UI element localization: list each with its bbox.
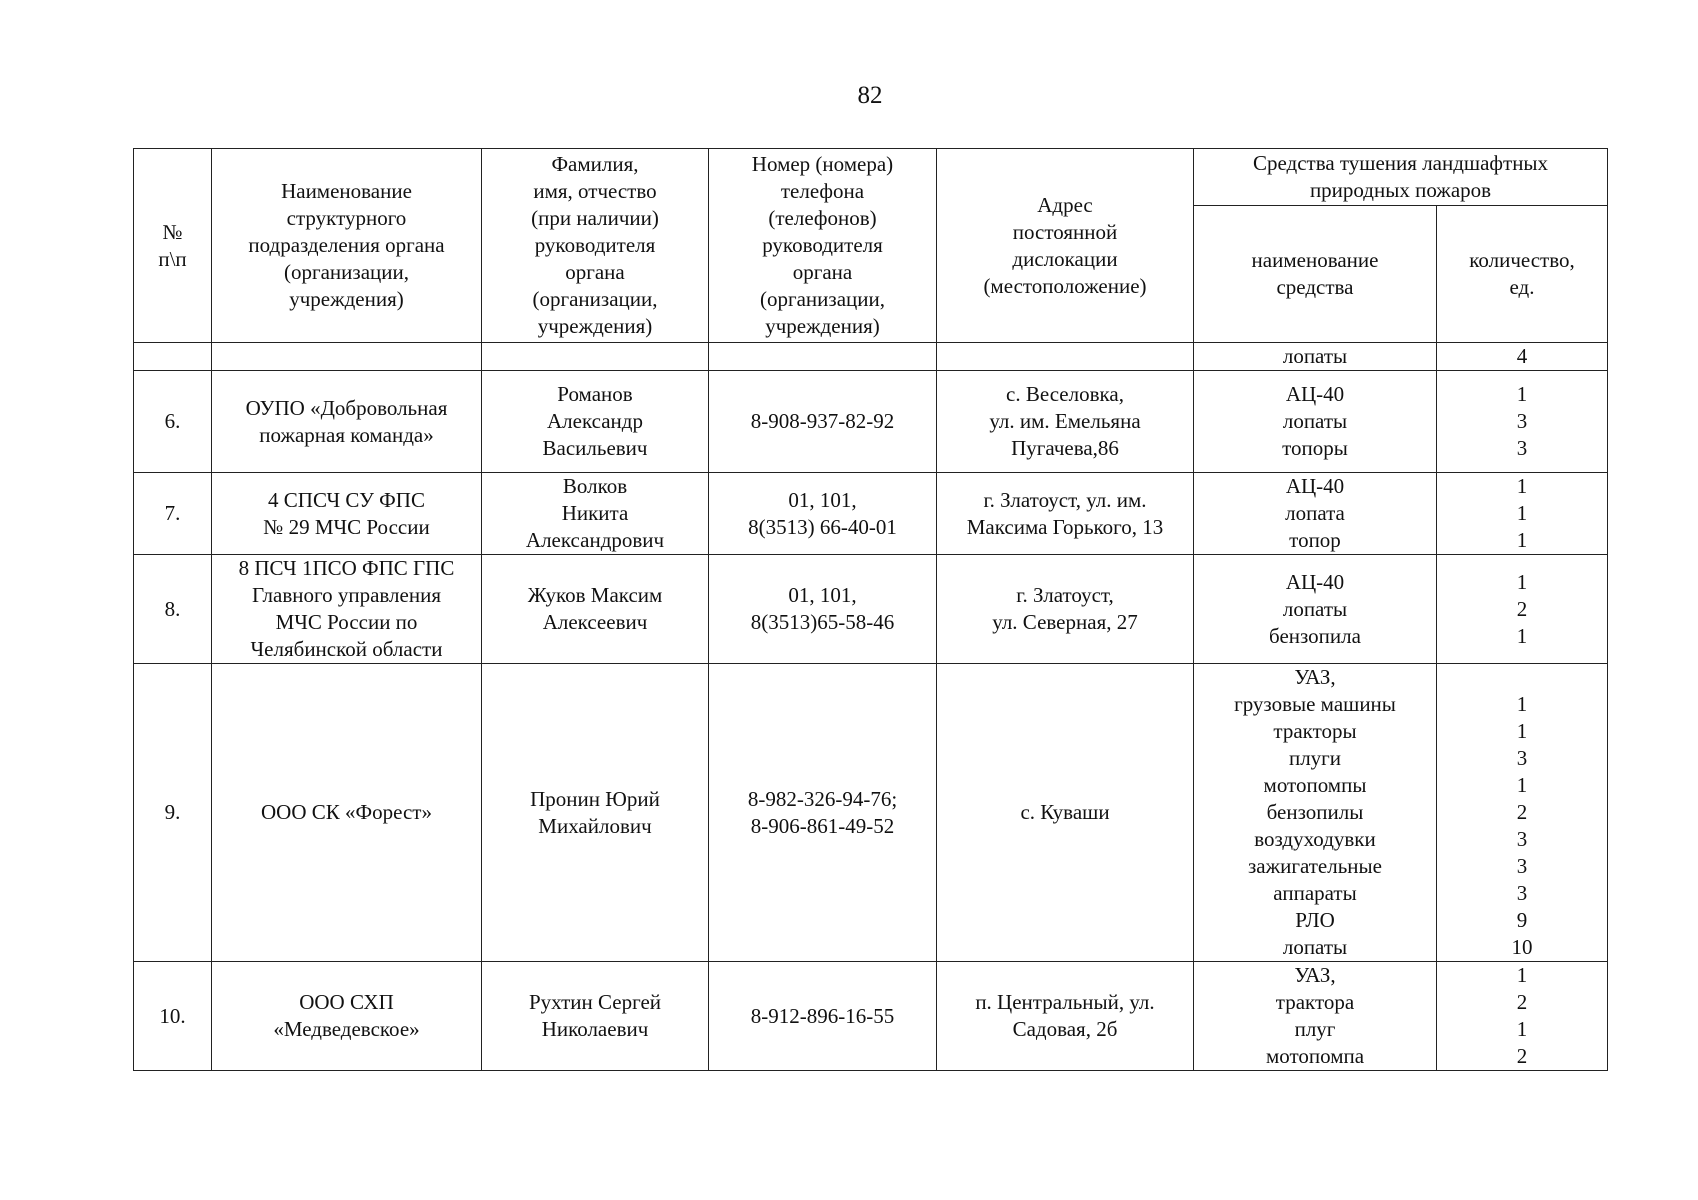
head-name-cell-line: Николаевич bbox=[541, 1017, 649, 1041]
unit-name-cell-line: 4 СПСЧ СУ ФПС bbox=[268, 487, 425, 512]
header-equipment-group bbox=[1194, 149, 1608, 206]
equipment-name-cell-line: топор bbox=[1289, 528, 1341, 552]
header-num bbox=[134, 149, 212, 343]
equipment-name-cell bbox=[1194, 371, 1437, 473]
head-name-cell bbox=[482, 371, 709, 473]
equipment-qty-cell-line: 3 bbox=[1516, 436, 1528, 460]
equipment-name-cell bbox=[1194, 473, 1437, 555]
phone-cell bbox=[709, 343, 937, 371]
unit-name-cell-line: ООО СК «Форест» bbox=[261, 800, 432, 824]
header-line: органа bbox=[792, 260, 853, 284]
equipment-name-cell bbox=[1194, 555, 1437, 664]
equipment-name-cell-line: плуг bbox=[1294, 1017, 1336, 1041]
head-name-cell-line: Рухтин Сергей bbox=[528, 990, 662, 1014]
unit-name-cell-line: Главного управления bbox=[252, 583, 441, 607]
equipment-name-cell-line: УАЗ, bbox=[1294, 963, 1336, 987]
equipment-qty-cell bbox=[1437, 473, 1608, 555]
equipment-qty-cell-line: 3 bbox=[1516, 746, 1528, 770]
table-body bbox=[134, 343, 1608, 1071]
equipment-qty-cell-line: 1 bbox=[1516, 1017, 1528, 1041]
table-row bbox=[134, 555, 1608, 664]
address-cell bbox=[937, 664, 1194, 962]
header-line: (при наличии) bbox=[531, 206, 659, 230]
header-equipment-qty bbox=[1437, 206, 1608, 343]
address-cell-line: п. Центральный, ул. bbox=[975, 990, 1155, 1014]
address-cell-line: г. Златоуст, bbox=[1016, 583, 1114, 607]
head-name-cell-line: Михайлович bbox=[538, 813, 652, 838]
address-cell-line: с. Куваши bbox=[1020, 800, 1110, 824]
equipment-name-cell-line: АЦ-40 bbox=[1285, 382, 1345, 406]
row-number: 10. bbox=[134, 962, 212, 1071]
equipment-name-cell-line: лопаты bbox=[1282, 409, 1348, 433]
unit-name-cell bbox=[212, 371, 482, 473]
unit-name-cell-line: Челябинской области bbox=[250, 637, 443, 661]
equipment-name-cell-line: мотопомпы bbox=[1263, 773, 1367, 797]
header-line: (организации, bbox=[760, 287, 885, 311]
unit-name-cell bbox=[212, 473, 482, 555]
unit-name-cell bbox=[212, 664, 482, 962]
equipment-name-cell-line: топоры bbox=[1282, 436, 1348, 460]
head-name-cell-line: Пронин Юрий bbox=[530, 786, 660, 811]
equipment-qty-cell-line: 3 bbox=[1516, 827, 1528, 851]
header-address bbox=[937, 149, 1194, 343]
header-line: Фамилия, bbox=[551, 152, 639, 176]
address-cell bbox=[937, 473, 1194, 555]
unit-name-cell bbox=[212, 343, 482, 371]
unit-name-cell bbox=[212, 962, 482, 1071]
phone-cell-line: 01, 101, bbox=[788, 487, 857, 512]
equipment-qty-cell-line bbox=[1441, 664, 1603, 691]
equipment-name-cell-line: бензопилы bbox=[1266, 800, 1364, 824]
header-line: постоянной bbox=[1012, 219, 1118, 244]
head-name-cell-line: Александрович bbox=[525, 528, 665, 552]
header-line: Адрес bbox=[1037, 192, 1093, 217]
head-name-cell-line: Александр bbox=[547, 409, 643, 433]
head-name-cell bbox=[482, 962, 709, 1071]
unit-name-cell-line: пожарная команда» bbox=[259, 422, 434, 447]
header-line: руководителя bbox=[534, 233, 656, 257]
header-line: учреждения) bbox=[765, 314, 880, 338]
phone-cell-line: 01, 101, bbox=[788, 583, 857, 607]
header-line: телефона bbox=[780, 179, 865, 203]
phone-cell bbox=[709, 555, 937, 664]
equipment-qty-cell-line: 2 bbox=[1516, 800, 1528, 824]
header-line: наименование bbox=[1251, 248, 1379, 272]
address-cell-line: Пугачева,86 bbox=[1011, 436, 1119, 460]
equipment-qty-cell-line: 3 bbox=[1516, 854, 1528, 878]
table-row bbox=[134, 371, 1608, 473]
unit-name-cell-line: «Медведевское» bbox=[273, 1017, 420, 1041]
head-name-cell-line: Жуков Максим bbox=[527, 583, 663, 607]
row-number: 7. bbox=[134, 473, 212, 555]
equipment-name-cell-line: АЦ-40 bbox=[1285, 474, 1345, 498]
address-cell-line: ул. Северная, 27 bbox=[992, 610, 1138, 634]
row-number bbox=[134, 343, 212, 371]
address-cell bbox=[937, 343, 1194, 371]
equipment-qty-cell-line: 2 bbox=[1516, 990, 1528, 1014]
head-name-cell bbox=[482, 343, 709, 371]
address-cell bbox=[937, 962, 1194, 1071]
equipment-name-cell-line: воздуходувки bbox=[1254, 827, 1376, 851]
phone-cell bbox=[709, 664, 937, 962]
table-row bbox=[134, 343, 1608, 371]
equipment-name-cell-line: УАЗ, bbox=[1294, 665, 1336, 689]
equipment-name-cell-line: лопаты bbox=[1282, 935, 1348, 959]
phone-cell bbox=[709, 962, 937, 1071]
head-name-cell-line: Романов bbox=[557, 382, 633, 406]
equipment-qty-cell bbox=[1437, 555, 1608, 664]
header-line: природных пожаров bbox=[1309, 178, 1492, 202]
address-cell-line: ул. им. Емельяна bbox=[989, 409, 1141, 433]
header-line: учреждения) bbox=[537, 314, 653, 338]
equipment-qty-cell bbox=[1437, 371, 1608, 473]
equipment-name-cell bbox=[1194, 962, 1437, 1071]
header-phone bbox=[709, 149, 937, 343]
header-line: учреждения) bbox=[289, 287, 404, 311]
phone-cell-line: 8(3513) 66-40-01 bbox=[748, 514, 897, 539]
equipment-qty-cell-line: 9 bbox=[1516, 908, 1528, 932]
header-line: № bbox=[162, 219, 183, 244]
address-cell bbox=[937, 555, 1194, 664]
equipment-qty-cell-line: 1 bbox=[1516, 623, 1528, 648]
row-number: 6. bbox=[134, 371, 212, 473]
equipment-name-cell-line: лопаты bbox=[1282, 596, 1348, 621]
address-cell-line: г. Златоуст, ул. им. bbox=[983, 487, 1147, 512]
phone-cell bbox=[709, 473, 937, 555]
equipment-qty-cell-line: 1 bbox=[1516, 501, 1528, 525]
equipment-name-cell bbox=[1194, 343, 1437, 371]
equipment-qty-cell bbox=[1437, 962, 1608, 1071]
equipment-name-cell-line: РЛО bbox=[1295, 908, 1335, 932]
equipment-name-cell-line: лопата bbox=[1285, 501, 1345, 525]
equipment-qty-cell-line: 1 bbox=[1516, 963, 1528, 987]
head-name-cell bbox=[482, 555, 709, 664]
head-name-cell-line: Васильевич bbox=[542, 436, 648, 460]
head-name-cell bbox=[482, 473, 709, 555]
address-cell-line: с. Веселовка, bbox=[1006, 382, 1124, 406]
equipment-name-cell-line: тракторы bbox=[1273, 719, 1357, 743]
header-equipment-name bbox=[1194, 206, 1437, 343]
equipment-name-cell bbox=[1194, 664, 1437, 962]
head-name-cell-line: Алексеевич bbox=[542, 610, 648, 634]
equipment-qty-cell-line: 3 bbox=[1516, 409, 1528, 433]
equipment-name-cell-line: аппараты bbox=[1273, 881, 1357, 905]
header-line: руководителя bbox=[762, 233, 883, 257]
equipment-qty-cell-line: 1 bbox=[1516, 569, 1528, 594]
header-line: (телефонов) bbox=[768, 206, 877, 230]
header-line: структурного bbox=[286, 206, 407, 230]
table-row bbox=[134, 473, 1608, 555]
equipment-name-cell-line: мотопомпа bbox=[1265, 1044, 1365, 1068]
equipment-qty-cell-line: 2 bbox=[1516, 1044, 1528, 1068]
row-number: 9. bbox=[134, 664, 212, 962]
header-line: Средства тушения ландшафтных bbox=[1252, 151, 1549, 175]
page-number: 82 bbox=[857, 82, 883, 109]
equipment-qty-cell bbox=[1437, 664, 1608, 962]
equipment-name-cell-line: бензопила bbox=[1269, 623, 1361, 648]
unit-name-cell-line: № 29 МЧС России bbox=[263, 514, 430, 539]
header-line: (организации, bbox=[284, 260, 409, 284]
unit-name-cell bbox=[212, 555, 482, 664]
equipment-name-cell-line: лопаты bbox=[1282, 344, 1348, 368]
phone-cell-line: 8-908-937-82-92 bbox=[750, 409, 895, 433]
table-row bbox=[134, 962, 1608, 1071]
address-cell-line: Садовая, 2б bbox=[1012, 1017, 1118, 1041]
equipment-name-cell-line: плуги bbox=[1288, 746, 1342, 770]
table-row bbox=[134, 664, 1608, 962]
address-cell bbox=[937, 371, 1194, 473]
header-line: (организации, bbox=[532, 287, 658, 311]
unit-name-cell-line: 8 ПСЧ 1ПСО ФПС ГПС bbox=[238, 556, 455, 580]
head-name-cell-line: Никита bbox=[561, 501, 629, 525]
header-line: Наименование bbox=[281, 179, 412, 203]
phone-cell-line: 8(3513)65-58-46 bbox=[750, 610, 895, 634]
header-head-name bbox=[482, 149, 709, 343]
row-number: 8. bbox=[134, 555, 212, 664]
phone-cell-line: 8-982-326-94-76; bbox=[747, 786, 898, 811]
equipment-qty-cell-line: 1 bbox=[1516, 692, 1528, 716]
equipment-qty-cell-line: 3 bbox=[1516, 881, 1528, 905]
unit-name-cell-line: ОУПО «Добровольная bbox=[245, 395, 448, 420]
equipment-qty-cell-line: 1 bbox=[1516, 474, 1528, 498]
phone-cell-line: 8-912-896-16-55 bbox=[750, 1003, 895, 1028]
phone-cell-line: 8-906-861-49-52 bbox=[750, 813, 895, 838]
header-line: Номер (номера) bbox=[751, 152, 894, 176]
equipment-name-cell-line: зажигательные bbox=[1248, 854, 1382, 878]
header-line: средства bbox=[1276, 275, 1354, 299]
header-line: органа bbox=[565, 260, 625, 284]
header-line: ед. bbox=[1509, 275, 1535, 299]
equipment-qty-cell-line: 1 bbox=[1516, 773, 1528, 797]
phone-cell bbox=[709, 371, 937, 473]
head-name-cell-line: Волков bbox=[562, 474, 628, 498]
header-unit-name bbox=[212, 149, 482, 343]
equipment-qty-cell-line: 2 bbox=[1516, 596, 1528, 621]
header-line: количество, bbox=[1469, 248, 1575, 272]
equipment-name-cell-line: грузовые машины bbox=[1234, 692, 1396, 716]
head-name-cell bbox=[482, 664, 709, 962]
equipment-name-cell-line: трактора bbox=[1275, 990, 1355, 1014]
address-cell-line: Максима Горького, 13 bbox=[966, 514, 1164, 539]
equipment-qty-cell bbox=[1437, 343, 1608, 371]
equipment-name-cell-line: АЦ-40 bbox=[1285, 569, 1345, 594]
unit-name-cell-line: ООО СХП bbox=[299, 990, 394, 1014]
header-line: (местоположение) bbox=[983, 273, 1147, 298]
equipment-qty-cell-line: 4 bbox=[1516, 344, 1528, 368]
equipment-qty-cell-line: 1 bbox=[1516, 382, 1528, 406]
landscape-fire-resources-table bbox=[133, 148, 1608, 1071]
header-line: п\п bbox=[158, 246, 187, 271]
header-line: дислокации bbox=[1012, 246, 1118, 271]
header-line: имя, отчество bbox=[533, 179, 657, 203]
equipment-qty-cell-line: 1 bbox=[1516, 719, 1528, 743]
equipment-qty-cell-line: 10 bbox=[1511, 935, 1533, 959]
unit-name-cell-line: МЧС России по bbox=[275, 610, 418, 634]
header-line: подразделения органа bbox=[248, 233, 445, 257]
equipment-qty-cell-line: 1 bbox=[1516, 528, 1528, 552]
